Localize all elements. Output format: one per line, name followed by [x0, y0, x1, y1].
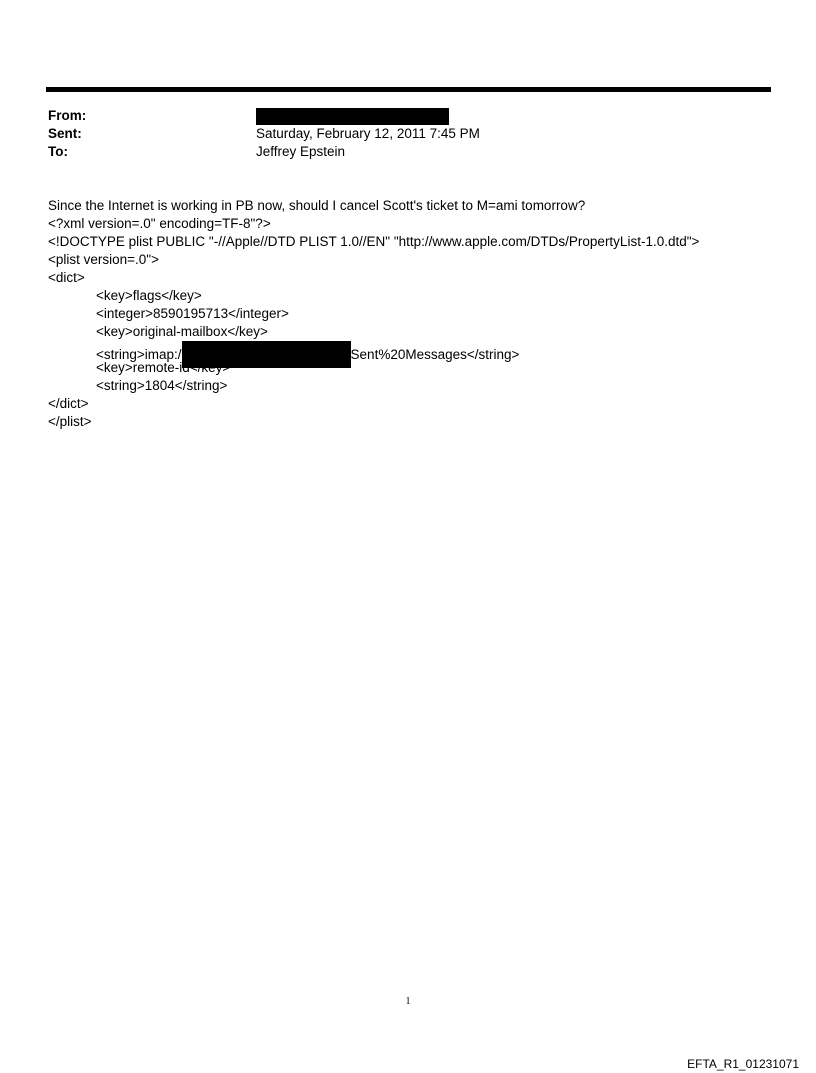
redaction-bar	[256, 108, 449, 125]
message-text: Since the Internet is working in PB now, should I cancel Scott's ticket to M=ami tomorrow?	[48, 198, 586, 213]
key-remote-line: <key>remote-id</key>	[96, 360, 231, 375]
from-row	[48, 107, 748, 125]
dict-close-tag: </dict>	[48, 396, 89, 411]
sent-value: Saturday, February 12, 2011 7:45 PM	[256, 126, 480, 141]
xml-declaration: <?xml version=.0" encoding=TF-8"?>	[48, 216, 271, 231]
plist-close-tag: </plist>	[48, 414, 92, 429]
string-imap-suffix: Sent%20Messages</string>	[350, 347, 520, 362]
from-label: From:	[48, 108, 87, 123]
plist-open-tag: <plist version=.0">	[48, 252, 159, 267]
bates-number: EFTA_R1_01231071	[687, 1057, 799, 1071]
string-imap-prefix: <string>imap:/	[96, 347, 182, 362]
from-value	[256, 107, 449, 125]
dict-open-tag: <dict>	[48, 270, 85, 285]
doctype-line: <!DOCTYPE plist PUBLIC "-//Apple//DTD PLIST 1.0//EN" "http://www.apple.com/DTDs/PropertyList-1.0.dtd">	[48, 234, 700, 249]
integer-flags-line: <integer>8590195713</integer>	[96, 306, 289, 321]
key-flags-line: <key>flags</key>	[96, 288, 202, 303]
email-header	[48, 107, 748, 161]
key-mailbox-line: <key>original-mailbox</key>	[96, 324, 268, 339]
email-body	[48, 197, 778, 431]
string-imap-line	[48, 341, 778, 362]
string-remote-line: <string>1804</string>	[96, 378, 228, 393]
sent-label: Sent:	[48, 126, 82, 141]
header-divider	[46, 87, 771, 92]
to-label: To:	[48, 144, 68, 159]
page-number: 1	[405, 996, 411, 1007]
to-row	[48, 143, 748, 161]
to-value: Jeffrey Epstein	[256, 144, 346, 159]
sent-row	[48, 125, 748, 143]
